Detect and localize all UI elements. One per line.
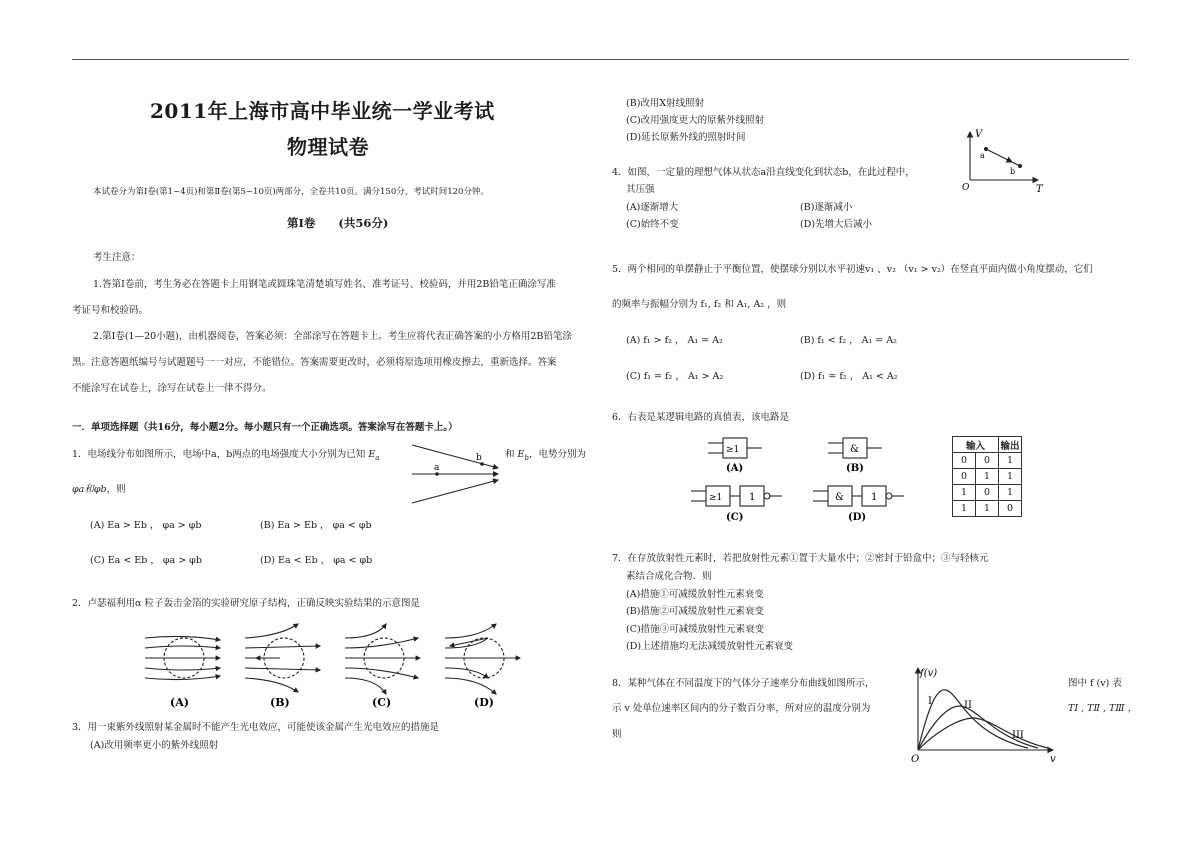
notice-item2-line3: 不能涂写在试卷上，涂写在试卷上一律不得分。 <box>72 383 272 394</box>
table-row <box>953 485 1022 501</box>
q4-stem-line2: 其压强 <box>626 184 655 195</box>
q2-label-b: (B) <box>270 696 290 709</box>
q4-vt-graph <box>960 124 1050 194</box>
q4-option-c[interactable]: (C)始终不变 <box>626 219 679 230</box>
q5-option-d[interactable]: (D) f₁ = f₂ ， A₁ < A₂ <box>800 371 898 382</box>
q8-curve-label-2: II <box>964 700 972 711</box>
table-cell: 1 <box>976 469 999 485</box>
table-cell: 0 <box>976 453 999 469</box>
table-row <box>953 501 1022 517</box>
q2-diagram-c <box>345 624 420 694</box>
q2-stem: 2．卢瑟福利用α 粒子轰击金箔的实验研究原子结构，正确反映实验结果的示意图是 <box>72 598 420 609</box>
part1-heading: 一．单项选择题（共16分，每小题2分。每小题只有一个正确选项。答案涂写在答题卡上。） <box>72 422 458 433</box>
q4-axis-v: V <box>975 129 983 140</box>
q8-stem-line3: 则 <box>612 729 622 740</box>
table-cell: 1 <box>976 501 999 517</box>
q3-option-b[interactable]: (B)改用X射线照射 <box>626 98 705 109</box>
table-cell: 1 <box>999 469 1022 485</box>
q4-option-a[interactable]: (A)逐渐增大 <box>626 202 679 213</box>
q3-option-c[interactable]: (C)改用强度更大的原紫外线照射 <box>626 115 765 126</box>
q8-curve-label-1: I <box>928 696 932 707</box>
q6-stem: 6．右表是某逻辑电路的真值表，该电路是 <box>612 412 790 423</box>
q7-option-d[interactable]: (D)上述措施均无法减缓放射性元素衰变 <box>626 641 794 652</box>
q6-gate-a-symbol: ≥1 <box>726 445 740 455</box>
q8-stem-line2-end: TⅠ , TⅡ , TⅢ ， <box>1068 703 1138 714</box>
q8-stem-line1-end: 图中 f (v) 表 <box>1068 678 1122 689</box>
q4-point-a: a <box>980 151 985 160</box>
q1-stem-line2: φa和φb，则 <box>72 484 126 495</box>
q3-option-d[interactable]: (D)延长原紫外线的照射时间 <box>626 132 746 143</box>
q6-label-d: (D) <box>848 512 867 523</box>
q7-option-a[interactable]: (A)措施①可减缓放射性元素衰变 <box>626 589 764 600</box>
q1-option-c[interactable]: (C) Ea < Eb ， φa > φb <box>90 555 202 566</box>
q8-stem-line2: 示 v 处单位速率区间内的分子数百分率，所对应的温度分别为 <box>612 703 871 714</box>
q6-label-c: (C) <box>726 512 744 523</box>
q6-gate-b-symbol: & <box>850 444 859 455</box>
q4-option-b[interactable]: (B)逐渐减小 <box>800 202 853 213</box>
q4-point-b: b <box>1010 167 1016 176</box>
q7-option-b[interactable]: (B)措施②可减缓放射性元素衰变 <box>626 606 764 617</box>
section-title: 第Ⅰ卷 (共56分) <box>287 216 389 230</box>
table-row <box>953 453 1022 469</box>
q6-label-a: (A) <box>726 463 744 474</box>
q1-stem-line1-end: 和 $E_b$，电势分别为 <box>505 449 586 462</box>
q2-diagram-b <box>245 624 320 692</box>
q4-stem-line1: 4．如图，一定量的理想气体从状态a沿直线变化到状态b，在此过程中， <box>612 167 915 178</box>
q5-option-b[interactable]: (B) f₁ < f₂ ， A₁ = A₂ <box>800 335 897 346</box>
q2-diagram-a <box>145 636 220 679</box>
q6-logic-gates <box>688 432 918 527</box>
q8-curve-label-3: III <box>1012 730 1024 741</box>
q2-label-a: (A) <box>170 696 189 709</box>
q8-origin: O <box>911 754 920 765</box>
q2-label-d: (D) <box>474 696 494 709</box>
truth-table-header-output: 输出 <box>999 437 1022 453</box>
q6-truth-table <box>952 436 1022 517</box>
q3-option-a[interactable]: (A)改用频率更小的紫外线照射 <box>90 740 219 751</box>
q1-option-b[interactable]: (B) Ea > Eb ， φa < φb <box>260 520 372 531</box>
q7-stem-line2: 素结合成化合物．则 <box>626 571 712 582</box>
q8-axis-v: v <box>1050 754 1056 765</box>
table-cell: 0 <box>976 485 999 501</box>
q8-speed-distribution-graph <box>908 660 1064 768</box>
table-cell: 1 <box>953 501 976 517</box>
table-cell: 0 <box>953 453 976 469</box>
q4-option-d[interactable]: (D)先增大后减小 <box>800 219 873 230</box>
q5-stem-line2: 的频率与振幅分别为 f₁, f₂ 和 A₁, A₂ ，则 <box>612 299 787 310</box>
q2-label-c: (C) <box>372 696 392 709</box>
exam-subtitle: 物理试卷 <box>287 135 369 159</box>
q6-gate-d <box>813 486 904 506</box>
notice-item2-line2: 黑。注意答题纸编号与试题题号一一对应，不能错位。答案需要更改时，必须将原选项用橡皮擦去，重新选择。答案 <box>72 357 557 368</box>
q6-gate-c1-symbol: ≥1 <box>709 493 723 503</box>
table-row <box>953 469 1022 485</box>
q6-gate-d2-symbol: 1 <box>871 492 878 503</box>
notice-item2-line1: 2.第Ⅰ卷(1—20小题)，由机器阅卷，答案必须：全部涂写在答题卡上。考生应将代表正确答案的小方格用2B铅笔涂 <box>93 331 572 342</box>
exam-intro: 本试卷分为第Ⅰ卷(第1~4页)和第Ⅱ卷(第5~10页)两部分，全卷共10页。满分150分，考试时间120分钟。 <box>93 187 489 197</box>
q3-stem: 3．用一束紫外线照射某金属时不能产生光电效应，可能使该金属产生光电效应的措施是 <box>72 722 440 733</box>
q8-axis-f: f(v) <box>920 668 938 679</box>
exam-title: 2011年上海市高中毕业统一学业考试 <box>150 99 495 123</box>
header-rule <box>72 59 1129 60</box>
q5-stem-line1: 5．两个相同的单摆静止于平衡位置，使摆球分别以水平初速v₁ 、v₂ （v₁ > v₂）在竖直平面内做小角度摆动，它们 <box>612 264 1093 275</box>
table-cell: 1 <box>999 485 1022 501</box>
truth-table-header-input: 输入 <box>953 437 999 453</box>
q1-option-a[interactable]: (A) Ea > Eb ， φa > φb <box>90 520 202 531</box>
table-cell: 1 <box>999 453 1022 469</box>
q6-label-b: (B) <box>846 463 864 474</box>
q2-scattering-figures <box>140 620 530 710</box>
q4-axis-t: T <box>1036 184 1043 194</box>
table-cell: 0 <box>953 469 976 485</box>
q1-point-a: a <box>434 463 440 473</box>
q5-option-a[interactable]: (A) f₁ > f₂ ， A₁ = A₂ <box>626 335 723 346</box>
q1-point-b: b <box>476 453 482 463</box>
q6-gate-c2-symbol: 1 <box>749 492 756 503</box>
q8-stem-line1: 8．某种气体在不同温度下的气体分子速率分布曲线如图所示， <box>612 678 875 689</box>
q6-gate-c <box>691 486 782 506</box>
q6-gate-d1-symbol: & <box>835 492 844 503</box>
q1-option-d[interactable]: (D) Ea < Eb ， φa < φb <box>260 555 373 566</box>
notice-item1-line1: 1.答第Ⅰ卷前，考生务必在答题卡上用钢笔或圆珠笔清楚填写姓名、准考证号、校验码，并用2B铅笔正确涂写准 <box>93 279 556 290</box>
q1-field-lines-figure <box>410 440 502 510</box>
q1-stem-line1: 1．电场线分布如图所示，电场中a，b两点的电场强度大小分别为已知 $E_a$ <box>72 449 380 462</box>
table-cell: 0 <box>999 501 1022 517</box>
q7-option-c[interactable]: (C)措施③可减缓放射性元素衰变 <box>626 624 765 635</box>
q7-stem-line1: 7．在存放放射性元素时，若把放射性元素①置于大量水中；②密封于铅盒中；③与轻核元 <box>612 553 989 564</box>
table-cell: 1 <box>953 485 976 501</box>
q2-diagram-d <box>445 624 520 694</box>
notice-heading: 考生注意： <box>93 252 141 263</box>
q4-origin: O <box>962 183 970 193</box>
q5-option-c[interactable]: (C) f₁ = f₂ ， A₁ > A₂ <box>626 371 724 382</box>
notice-item1-line2: 考证号和校验码。 <box>72 305 149 316</box>
